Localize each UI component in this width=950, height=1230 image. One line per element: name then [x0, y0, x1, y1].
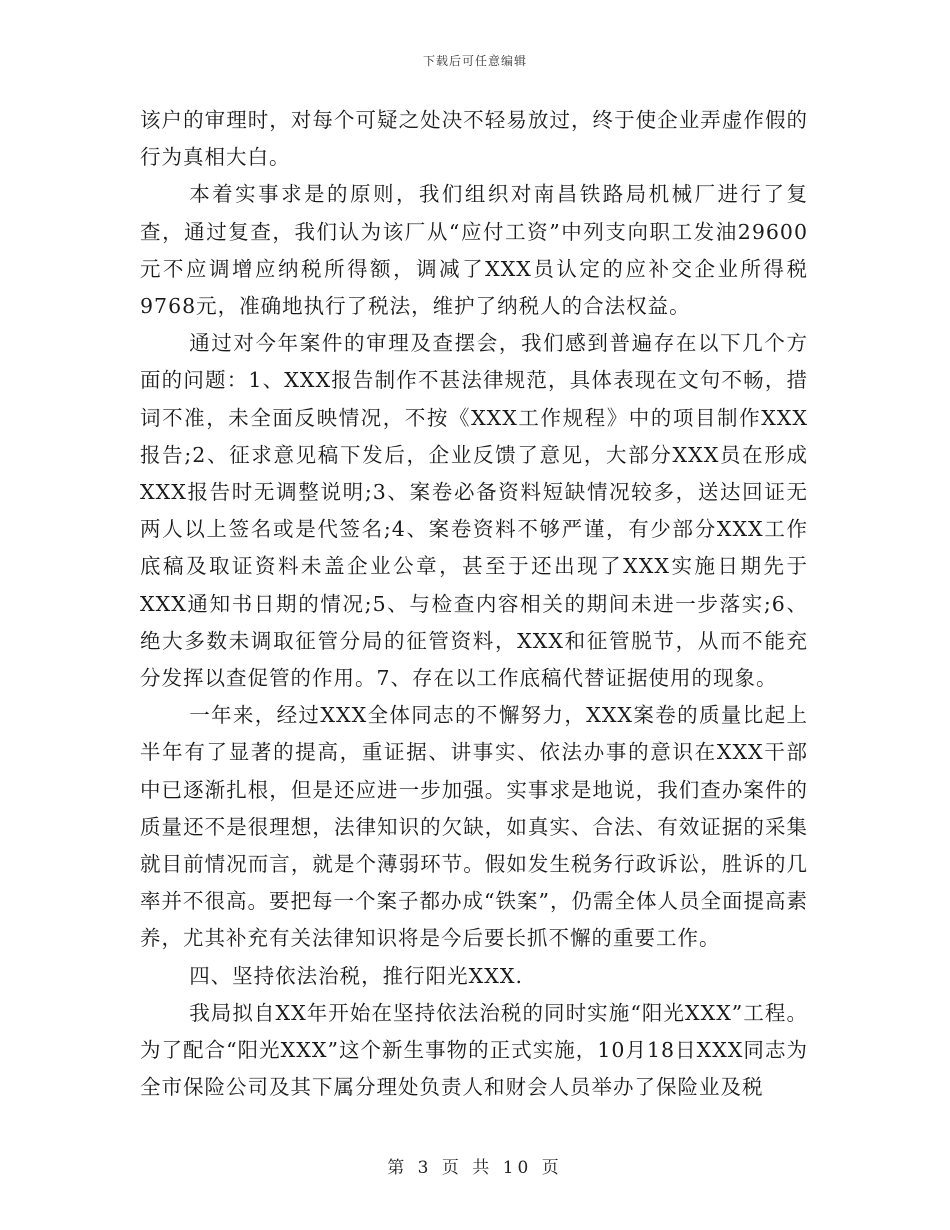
paragraph-continuation: 该户的审理时，对每个可疑之处决不轻易放过，终于使企业弄虚作假的行为真相大白。 — [140, 108, 808, 170]
section-heading-four: 四、坚持依法治税，推行阳光XXX. — [189, 963, 523, 988]
paragraph-year-summary: 一年来，经过XXX全体同志的不懈努力，XXX案卷的质量比起上半年有了显著的提高，重证据、讲事实、依法办事的意识在XXX干部中已逐渐扎根，但是还应进一步加强。实事求是地说，我们查办案件的质量还不是很理想，法律知识的欠缺，如真实、合法、有效证据的采集就目前情况而言，就是个薄弱环节。假如发生税务行政诉讼，胜诉的几率并不很高。要把每一个案子都办成“铁案”，仍需全体人员全面提高素养，尤其补充有关法律知识将是今后要长抓不懈的重要工作。 — [140, 703, 808, 951]
document-body — [140, 102, 808, 1106]
page-header-note: 下载后可任意编辑 — [422, 54, 527, 68]
page-number-footer: 第 3 页 共 10 页 — [387, 1158, 563, 1178]
paragraph-problems: 通过对今年案件的审理及查摆会，我们感到普遍存在以下几个方面的问题：1、XXX报告制作不甚法律规范，具体表现在文句不畅，措词不准，未全面反映情况，不按《XXX工作规程》中的项目制作XXX报告;2、征求意见稿下发后，企业反馈了意见，大部分XXX员在形成XXX报告时无调整说明;3、案卷必备资料短缺情况较多，送达回证无两人以上签名或是代签名;4、案卷资料不够严谨，有少部分XXX工作底稿及取证资料未盖企业公章，甚至于还出现了XXX实施日期先于XXX通知书日期的情况;5、与检查内容相关的期间未进一步落实;6、绝大多数未调取征管分局的征管资料，XXX和征管脱节，从而不能充分发挥以查促管的作用。7、存在以工作底稿代替证据使用的现象。 — [140, 331, 808, 691]
paragraph-review: 本着实事求是的原则，我们组织对南昌铁路局机械厂进行了复查，通过复查，我们认为该厂从“应付工资”中列支向职工发油29600元不应调增应纳税所得额，调减了XXX员认定的应补交企业所得税9768元，准确地执行了税法，维护了纳税人的合法权益。 — [140, 182, 808, 319]
paragraph-sunshine-project: 我局拟自XX年开始在坚持依法治税的同时实施“阳光XXX”工程。为了配合“阳光XXX”这个新生事物的正式实施，10月18日XXX同志为全市保险公司及其下属分理处负责人和财会人员举办了保险业及税 — [140, 1000, 808, 1100]
